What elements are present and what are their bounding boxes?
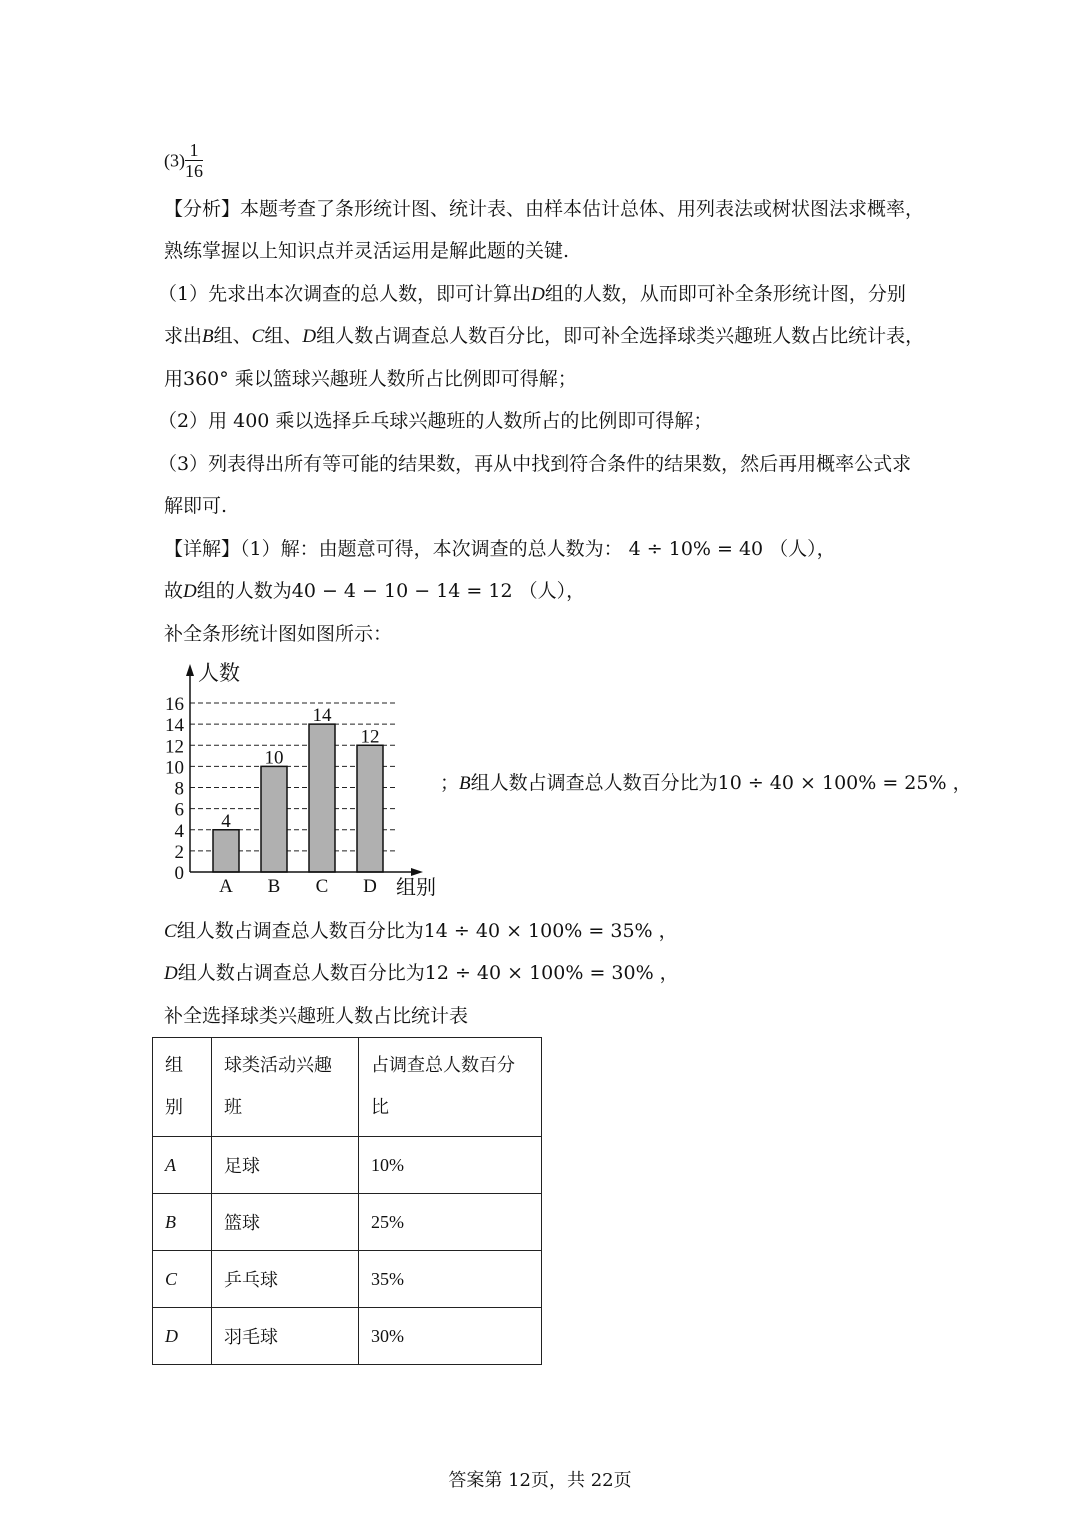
cell-group: D bbox=[153, 1308, 212, 1365]
fraction-denominator: 16 bbox=[185, 161, 203, 181]
bar-C bbox=[309, 724, 335, 872]
math-var: C bbox=[164, 921, 177, 942]
step2-line bbox=[158, 408, 712, 434]
header-text: 班 bbox=[224, 1097, 242, 1118]
y-tick-label: 12 bbox=[165, 736, 184, 758]
y-tick-label: 6 bbox=[174, 799, 184, 821]
pct-text: 组人数占调查总人数百分比为12 ÷ 40 × 100% = 30% ， bbox=[177, 962, 679, 984]
step3-line-2 bbox=[164, 493, 227, 519]
bar-value-label: 10 bbox=[264, 747, 284, 769]
table-row bbox=[153, 1308, 542, 1365]
math-var: D bbox=[302, 326, 317, 347]
step-text: 组、 bbox=[264, 325, 303, 347]
header-group bbox=[153, 1038, 212, 1137]
y-tick-label: 10 bbox=[165, 757, 184, 779]
y-tick-label: 8 bbox=[174, 778, 184, 800]
bar-value-label: 4 bbox=[221, 810, 231, 832]
table-row bbox=[153, 1251, 542, 1308]
bar-value-label: 12 bbox=[360, 726, 380, 748]
cell-sport: 足球 bbox=[212, 1137, 359, 1194]
pct-b-line bbox=[440, 770, 972, 797]
pct-text: ； bbox=[440, 772, 460, 794]
y-tick-label: 4 bbox=[174, 820, 184, 842]
bar-value-label: 14 bbox=[312, 705, 332, 727]
bar-A bbox=[213, 830, 239, 872]
header-text: 组 bbox=[165, 1055, 183, 1076]
y-tick-label: 2 bbox=[174, 841, 184, 863]
x-tick-label: C bbox=[315, 876, 329, 897]
analysis-tag: 【分析】 bbox=[164, 198, 241, 220]
x-axis-label: 组别 bbox=[396, 875, 436, 899]
cell-sport: 篮球 bbox=[212, 1194, 359, 1251]
y-axis-arrow bbox=[186, 664, 194, 676]
step-text: 组、 bbox=[213, 325, 252, 347]
pct-c-line bbox=[164, 918, 678, 945]
math-var: B bbox=[459, 773, 471, 794]
step3-line-1 bbox=[158, 451, 911, 477]
header-sport bbox=[212, 1038, 359, 1137]
y-tick-label: 16 bbox=[165, 694, 184, 715]
bar-chart bbox=[160, 656, 450, 902]
table-header-row bbox=[153, 1038, 542, 1137]
math-var: B bbox=[202, 326, 214, 347]
cell-percent: 10% bbox=[359, 1137, 542, 1194]
step1-line-1 bbox=[158, 281, 906, 308]
analysis-line-1 bbox=[164, 196, 924, 222]
cell-group: C bbox=[153, 1251, 212, 1308]
table-title-text: 补全选择球类兴趣班人数占比统计表 bbox=[164, 1005, 469, 1027]
header-text: 别 bbox=[165, 1097, 183, 1118]
cell-percent: 35% bbox=[359, 1251, 542, 1308]
analysis-line-2 bbox=[164, 238, 569, 264]
math-var: C bbox=[251, 326, 265, 347]
answer-label: (3) bbox=[164, 150, 185, 171]
step-text: （1）先求出本次调查的总人数，即可计算出 bbox=[158, 283, 532, 305]
analysis-text: 熟练掌握以上知识点并灵活运用是解此题的关键. bbox=[164, 240, 570, 262]
chart-bars bbox=[213, 724, 383, 872]
y-tick-label: 14 bbox=[165, 715, 184, 737]
page-footer: 答案第 12页，共 22页 bbox=[448, 1470, 632, 1491]
answer-3 bbox=[164, 140, 203, 181]
analysis-text: 本题考查了条形统计图、统计表、由样本估计总体、用列表法或树状图法求概率， bbox=[240, 198, 925, 220]
pct-text: 组人数占调查总人数百分比为14 ÷ 40 × 100% = 35% ， bbox=[176, 920, 678, 942]
step-text: （2）用 400 乘以选择乒乓球兴趣班的人数所占的比例即可得解； bbox=[158, 410, 713, 432]
table-row bbox=[153, 1194, 542, 1251]
step1-line-3 bbox=[164, 366, 577, 392]
detail-text: 故 bbox=[164, 580, 184, 602]
cell-sport: 乒乓球 bbox=[212, 1251, 359, 1308]
pct-d-line bbox=[164, 960, 679, 987]
step-text: 解即可. bbox=[164, 495, 228, 517]
detail-text: （1）解：由题意可得，本次调查的总人数为： 4 ÷ 10% = 40 （人）， bbox=[240, 538, 836, 560]
step-text: （3）列表得出所有等可能的结果数，再从中找到符合条件的结果数，然后再用概率公式求 bbox=[158, 453, 912, 475]
bar-B bbox=[261, 766, 287, 872]
cell-group: A bbox=[153, 1137, 212, 1194]
detail-text: 补全条形统计图如图所示： bbox=[164, 623, 393, 645]
math-var: D bbox=[183, 581, 197, 602]
header-percent bbox=[359, 1038, 542, 1137]
step-text: 求出 bbox=[164, 325, 203, 347]
detail-line-2 bbox=[164, 578, 585, 605]
math-var: D bbox=[164, 963, 178, 984]
step-text: 组人数占调查总人数百分比，即可补全选择球类兴趣班人数占比统计表， bbox=[316, 325, 925, 347]
detail-line-1 bbox=[164, 536, 836, 562]
step-text: 组的人数，从而即可补全条形统计图，分别 bbox=[544, 283, 906, 305]
detail-text: 组的人数为40 − 4 − 10 − 14 = 12 （人）， bbox=[196, 580, 586, 602]
cell-group: B bbox=[153, 1194, 212, 1251]
bar-D bbox=[357, 745, 383, 872]
y-axis-label: 人数 bbox=[198, 661, 240, 685]
x-tick-label: A bbox=[219, 876, 233, 897]
cell-percent: 25% bbox=[359, 1194, 542, 1251]
y-tick-label: 0 bbox=[174, 863, 184, 884]
math-var: D bbox=[531, 284, 545, 305]
header-text: 占调查总人数百分 bbox=[371, 1055, 515, 1076]
cell-percent: 30% bbox=[359, 1308, 542, 1365]
detail-tag: 【详解】 bbox=[164, 538, 241, 560]
stats-table bbox=[152, 1037, 542, 1365]
header-text: 球类活动兴趣 bbox=[224, 1055, 332, 1076]
x-tick-label: D bbox=[363, 876, 377, 897]
pct-text: 组人数占调查总人数百分比为10 ÷ 40 × 100% = 25% ， bbox=[470, 772, 972, 794]
table-title bbox=[164, 1003, 468, 1029]
table-row bbox=[153, 1137, 542, 1194]
step1-line-2 bbox=[164, 323, 924, 350]
step-text: 用360° 乘以篮球兴趣班人数所占比例即可得解； bbox=[164, 368, 577, 390]
cell-sport: 羽毛球 bbox=[212, 1308, 359, 1365]
fraction-numerator: 1 bbox=[185, 140, 203, 161]
fraction bbox=[185, 140, 203, 181]
x-tick-label: B bbox=[267, 876, 281, 897]
header-text: 比 bbox=[371, 1097, 389, 1118]
detail-line-3 bbox=[164, 621, 392, 647]
